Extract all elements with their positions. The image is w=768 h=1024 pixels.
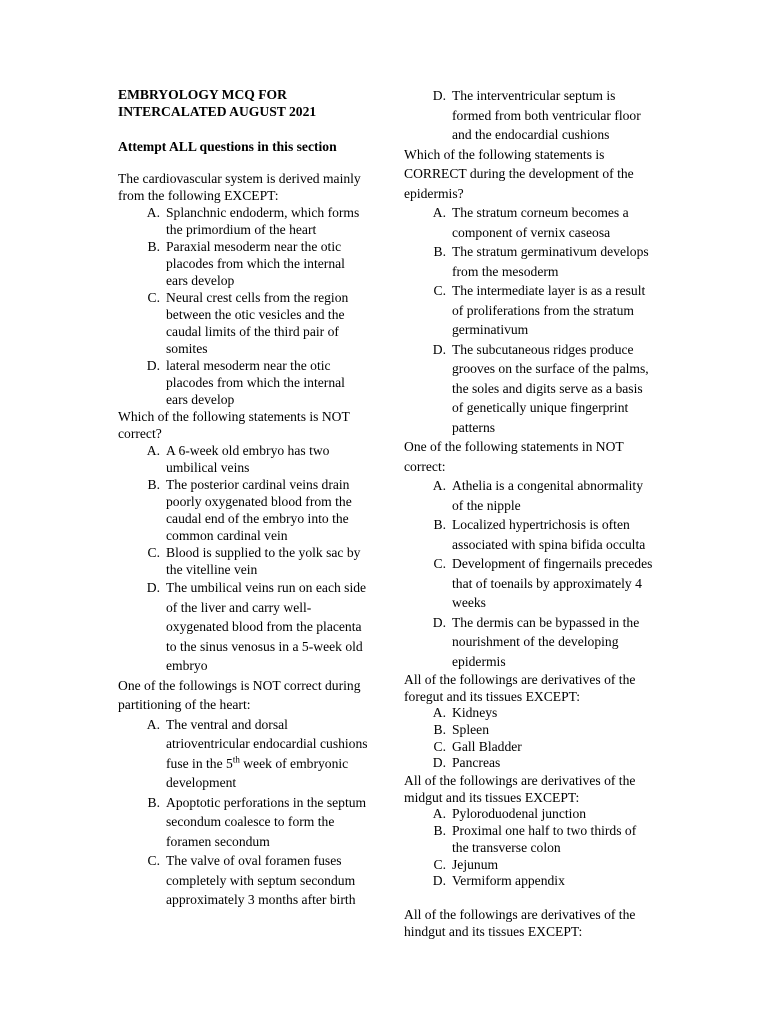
question-4 [404, 145, 654, 438]
option-text: Gall Bladder [452, 738, 522, 754]
spacer [404, 890, 654, 906]
option-c[interactable] [118, 544, 368, 578]
option-text: Pancreas [452, 755, 501, 771]
option-list [118, 204, 368, 408]
option-text: The interventricular septum is formed from both ventricular floor and the endocardial cushions [452, 88, 641, 142]
option-text: The stratum corneum becomes a component of vernix caseosa [452, 205, 629, 240]
option-a[interactable] [118, 204, 368, 238]
question-3-continued [404, 86, 654, 145]
question-stem: One of the followings is NOT correct during partitioning of the heart: [118, 677, 361, 712]
option-text: A 6-week old embryo has two umbilical veins [166, 443, 330, 475]
option-letter: B. [147, 477, 160, 492]
option-list [404, 806, 654, 890]
option-c[interactable] [404, 554, 654, 613]
question-stem: All of the followings are derivatives of the foregut and its tissues EXCEPT: [404, 672, 636, 704]
option-list [118, 715, 368, 910]
option-letter: A. [432, 806, 446, 822]
question-stem: Which of the following statements is CORRECT during the development of the epidermis? [404, 146, 634, 201]
option-letter: B. [147, 794, 160, 810]
option-a[interactable] [404, 806, 654, 823]
question-1 [118, 170, 368, 408]
option-letter: D. [432, 873, 446, 889]
option-text-post: week of embryonic development [166, 755, 349, 790]
option-letter: C. [147, 545, 160, 560]
option-a[interactable] [404, 476, 654, 515]
option-letter: D. [146, 580, 160, 595]
option-letter: A. [146, 443, 160, 458]
option-text: The subcutaneous ridges produce grooves on the surface of the palms, the soles and digits serve as a basis of genetically unique fingerprint patterns [452, 341, 649, 435]
option-letter: C. [433, 283, 446, 298]
option-text: Pyloroduodenal junction [452, 806, 587, 822]
right-column [404, 86, 654, 940]
question-8 [404, 906, 654, 940]
option-text: The valve of oval foramen fuses completely with septum secondum approximately 3 months after birth [166, 853, 356, 907]
option-c[interactable] [404, 739, 654, 756]
question-stem: All of the followings are derivatives of the hindgut and its tissues EXCEPT: [404, 907, 636, 940]
option-text: The umbilical veins run on each side of the liver and carry well-oxygenated blood from the placenta to the sinus venosus in a 5-week old embryo [166, 580, 367, 673]
question-6 [404, 671, 654, 772]
option-text: lateral mesoderm near the otic placodes from which the internal ears develop [166, 358, 345, 407]
option-letter: C. [147, 853, 160, 868]
option-d[interactable] [404, 340, 654, 438]
option-list [118, 442, 368, 578]
option-c[interactable] [404, 857, 654, 874]
option-letter: D. [432, 614, 446, 630]
option-b[interactable] [404, 242, 654, 281]
option-a[interactable] [118, 442, 368, 476]
option-letter: C. [433, 556, 446, 571]
option-list [404, 705, 654, 772]
question-3 [118, 676, 368, 910]
option-text: Apoptotic perforations in the septum secondum coalesce to form the foramen secondum [166, 794, 367, 849]
option-letter: A. [432, 705, 446, 720]
option-a[interactable] [404, 203, 654, 242]
option-c[interactable] [118, 851, 368, 910]
option-a[interactable] [404, 705, 654, 722]
document-title [118, 86, 368, 120]
option-letter: B. [433, 721, 446, 737]
option-text: Splanchnic endoderm, which forms the primordium of the heart [166, 205, 360, 237]
option-d[interactable] [118, 357, 368, 408]
option-letter: A. [146, 716, 160, 732]
option-text: Athelia is a congenital abnormality of the nipple [452, 478, 644, 513]
option-b[interactable] [118, 238, 368, 289]
option-text: Paraxial mesoderm near the otic placodes from which the internal ears develop [166, 239, 345, 288]
option-text: Neural crest cells from the region between the otic vesicles and the caudal limits of the third pair of somites [166, 290, 349, 356]
option-letter: A. [146, 205, 160, 220]
option-letter: B. [433, 244, 446, 259]
option-text: Vermiform appendix [452, 873, 565, 889]
option-letter: B. [147, 239, 160, 254]
option-text: The posterior cardinal veins drain poorly oxygenated blood from the caudal end of the embryo into the common cardinal vein [166, 477, 352, 543]
question-stem: One of the following statements in NOT correct: [404, 439, 624, 474]
option-list [404, 476, 654, 671]
option-text: Spleen [452, 721, 489, 737]
section-instruction: Attempt ALL questions in this section [118, 139, 337, 154]
option-d[interactable] [404, 86, 654, 145]
question-5 [404, 437, 654, 671]
option-text: The stratum germinativum develops from the mesoderm [452, 244, 649, 279]
option-letter: D. [432, 341, 446, 357]
ordinal-suffix: th [232, 753, 240, 764]
option-b[interactable] [404, 823, 654, 857]
title-line-2: INTERCALATED AUGUST 2021 [118, 104, 317, 119]
option-c[interactable] [404, 281, 654, 340]
option-text: Development of fingernails precedes that of toenails by approximately 4 weeks [452, 556, 653, 610]
option-c[interactable] [118, 289, 368, 357]
option-text: Localized hypertrichosis is often associated with spina bifida occulta [452, 517, 646, 552]
option-b[interactable] [118, 476, 368, 544]
option-b[interactable] [118, 793, 368, 852]
option-text: Blood is supplied to the yolk sac by the vitelline vein [166, 545, 361, 577]
option-d[interactable] [118, 578, 368, 676]
option-letter: B. [433, 517, 446, 532]
title-line-1: EMBRYOLOGY MCQ FOR [118, 87, 287, 102]
question-stem: The cardiovascular system is derived mainly from the following EXCEPT: [118, 171, 361, 203]
option-text: The dermis can be bypassed in the nourishment of the developing epidermis [452, 614, 640, 669]
option-letter: B. [433, 822, 446, 838]
option-b[interactable] [404, 722, 654, 739]
option-letter: A. [432, 478, 446, 493]
option-letter: C. [433, 856, 446, 872]
option-letter: A. [432, 205, 446, 220]
option-letter: D. [432, 755, 446, 771]
option-list [404, 203, 654, 437]
option-text: The intermediate layer is as a result of proliferations from the stratum germinativum [452, 283, 646, 337]
question-7 [404, 772, 654, 890]
option-letter: D. [432, 88, 446, 103]
option-letter: C. [147, 290, 160, 305]
left-column [118, 86, 368, 910]
option-a[interactable] [118, 715, 368, 793]
option-text-pre: The ventral and dorsal atrioventricular endocardial cushions fuse in the 5 [166, 716, 368, 771]
option-d[interactable] [404, 613, 654, 672]
option-text: Kidneys [452, 705, 498, 720]
option-text: Jejunum [452, 856, 499, 872]
option-text: Proximal one half to two thirds of the transverse colon [452, 822, 637, 855]
option-d[interactable] [404, 873, 654, 890]
option-d[interactable] [404, 755, 654, 772]
option-b[interactable] [404, 515, 654, 554]
option-text [160, 715, 368, 793]
option-list-continued [118, 578, 368, 676]
question-stem: Which of the following statements is NOT correct? [118, 409, 350, 441]
option-letter: C. [433, 738, 446, 754]
option-letter: D. [146, 358, 160, 373]
question-2 [118, 408, 368, 676]
question-stem: All of the followings are derivatives of the midgut and its tissues EXCEPT: [404, 773, 636, 806]
